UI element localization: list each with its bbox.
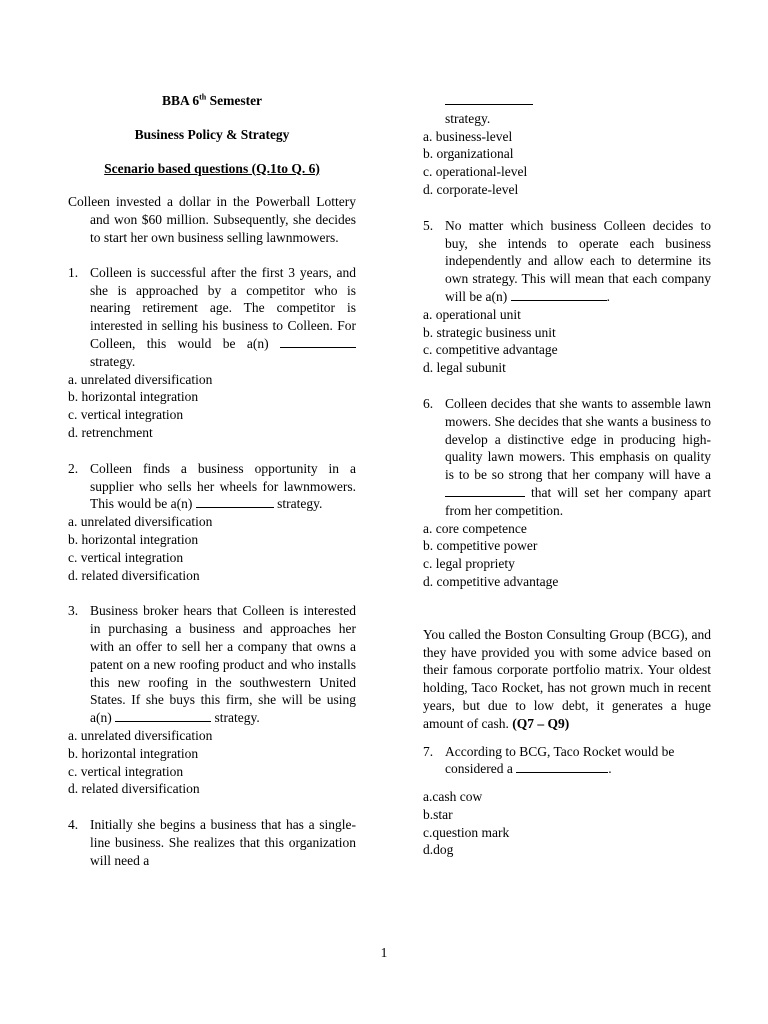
option-5b: b. strategic business unit	[423, 324, 556, 340]
option-3c: c. vertical integration	[68, 763, 184, 779]
option-6c: c. legal propriety	[423, 556, 515, 572]
left-column	[68, 92, 356, 869]
option-2b: b. horizontal integration	[68, 531, 199, 547]
option-6b: b. competitive power	[423, 538, 538, 554]
question-7: 7. According to BCG, Taco Rocket would be considered a .	[423, 743, 675, 777]
option-5a: a. operational unit	[423, 306, 521, 322]
option-7d: d.dog	[423, 842, 454, 858]
right-column	[423, 92, 711, 859]
option-4c: c. operational-level	[423, 164, 528, 180]
answer-blank	[445, 92, 533, 105]
question-7-options	[423, 788, 711, 859]
subject-title: Business Policy & Strategy	[134, 126, 290, 142]
option-5c: c. competitive advantage	[423, 342, 558, 358]
option-1d: d. retrenchment	[68, 424, 153, 440]
option-4d: d. corporate-level	[423, 181, 519, 197]
option-3a: a. unrelated diversification	[68, 727, 213, 743]
option-1a: a. unrelated diversification	[68, 371, 213, 387]
bcg-intro: You called the Boston Consulting Group (BCG), and they have provided you with some advice based on their famous corporate portfolio matrix. Your oldest holding, Taco Rocket, has not grown much in recent years, but due to low debt, it generates a huge amount of cash. (Q7 – Q9)	[423, 626, 711, 731]
option-3b: b. horizontal integration	[68, 745, 199, 761]
bcg-question-range: (Q7 – Q9)	[512, 715, 570, 731]
option-7a: a.cash cow	[423, 789, 483, 805]
option-6a: a. core competence	[423, 520, 527, 536]
answer-blank	[115, 709, 211, 722]
answer-blank	[280, 335, 356, 348]
option-4a: a. business-level	[423, 128, 513, 144]
question-2: 2. Colleen finds a business opportunity in a supplier who sells her wheels for lawnmowers. This would be a(n) strategy.	[68, 460, 356, 512]
question-5: 5. No matter which business Colleen decides to buy, she intends to operate each business independently and allow each to determine its own strategy. This will mean that each company will be a(n) .	[423, 217, 711, 304]
option-4b: b. organizational	[423, 146, 514, 162]
question-1: 1. Colleen is successful after the first 3 years, and she is approached by a competitor who is nearing retirement age. The competitor is interested in selling his business to Colleen. For Colleen, this would be a(n) strategy.	[68, 264, 356, 369]
option-2c: c. vertical integration	[68, 549, 184, 565]
question-3: 3. Business broker hears that Colleen is interested in purchasing a business and approaches her with an offer to sell her a company that owns a patent on a new roofing product and who installs this new roofing in the southwestern United States. If she buys this firm, she will be using a(n) strategy.	[68, 603, 356, 726]
option-7b: b.star	[423, 806, 453, 822]
section-title: Scenario based questions (Q.1to Q. 6)	[104, 160, 320, 176]
course-heading: BBA 6th Semester	[161, 92, 263, 108]
question-4-continued: strategy.	[423, 92, 711, 128]
answer-blank	[516, 760, 608, 773]
answer-blank	[511, 288, 607, 301]
option-1c: c. vertical integration	[68, 407, 184, 423]
question-6: 6. Colleen decides that she wants to assemble lawn mowers. She decides that she wants a business to develop a distinctive edge in producing high-quality lawn mowers. This emphasis on quality is to be so strong that her company will have a that will set her company apart from her competition.	[423, 395, 711, 518]
question-4: 4. Initially she begins a business that has a single-line business. She realizes that this organization will need a	[68, 817, 356, 868]
option-7c: c.question mark	[423, 824, 510, 840]
option-2d: d. related diversification	[68, 567, 200, 583]
option-2a: a. unrelated diversification	[68, 514, 213, 530]
page-number: 1	[380, 945, 388, 960]
option-1b: b. horizontal integration	[68, 389, 199, 405]
option-3d: d. related diversification	[68, 781, 200, 797]
scenario-intro: Colleen invested a dollar in the Powerball Lottery and won $60 million. Subsequently, she decides to start her own business selling lawnmowers.	[68, 194, 356, 245]
answer-blank	[196, 495, 274, 508]
option-6d: d. competitive advantage	[423, 573, 559, 589]
option-5d: d. legal subunit	[423, 360, 506, 376]
answer-blank	[445, 484, 525, 497]
